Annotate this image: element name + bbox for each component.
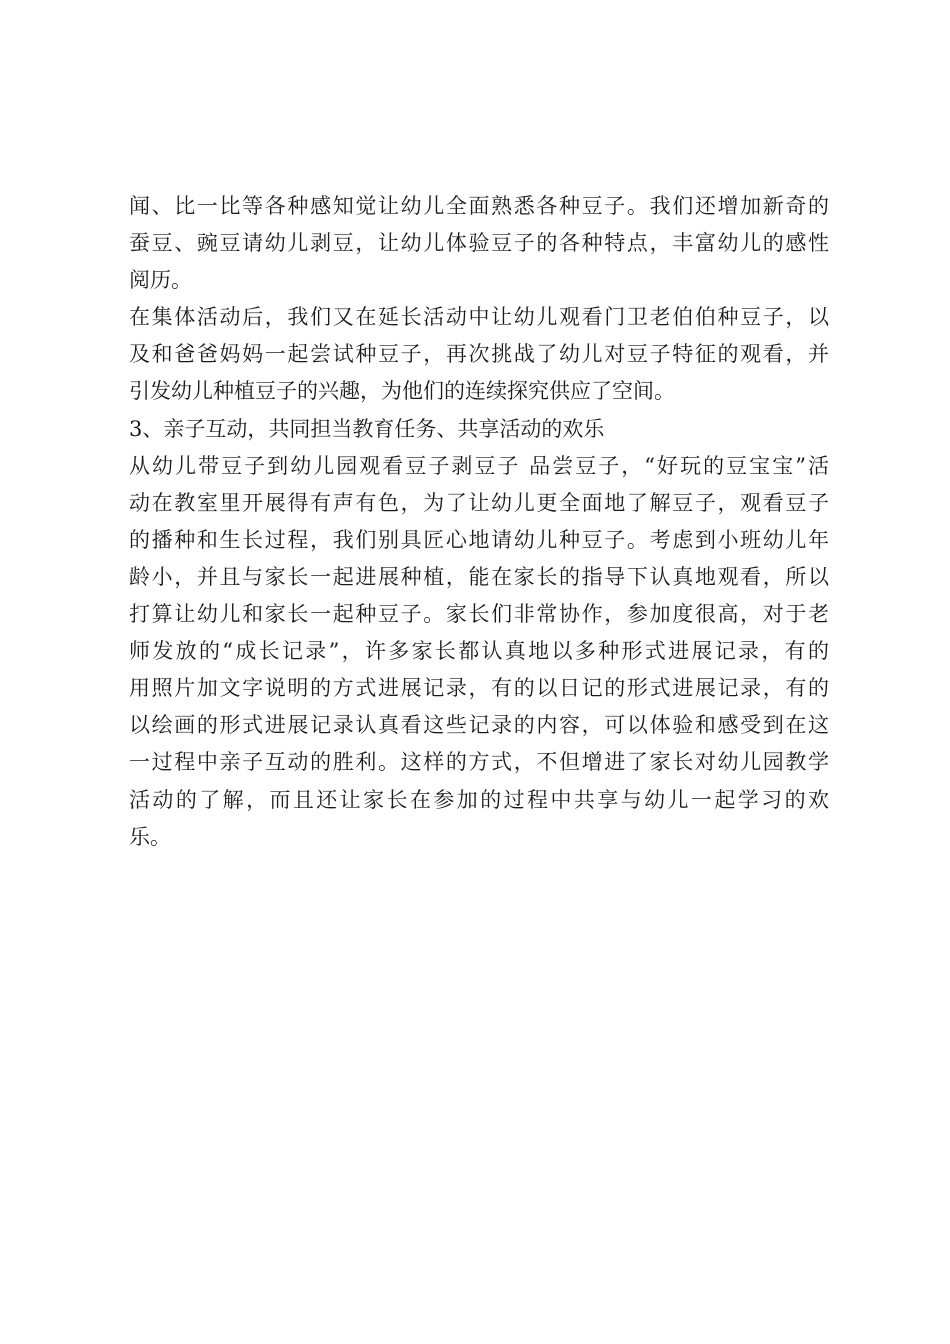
text-line: 闻、比一比等各种感知觉让幼儿全面熟悉各种豆子。我们还增加新奇的 <box>129 194 829 218</box>
text-line: 及和爸爸妈妈一起尝试种豆子，再次挑战了幼儿对豆子特征的观看，并 <box>129 342 829 367</box>
text-line: 在集体活动后，我们又在延长活动中让幼儿观看门卫老伯伯种豆子，以 <box>129 305 829 330</box>
section-heading: 3、亲子互动，共同担当教育任务、共享活动的欢乐 <box>129 416 605 441</box>
text-line: 用照片加文字说明的方式进展记录，有的以日记的形式进展记录，有的 <box>129 676 829 701</box>
body-text <box>129 188 829 856</box>
text-line: 龄小，并且与家长一起进展种植，能在家长的指导下认真地观看，所以 <box>129 564 829 589</box>
text-line: 以绘画的形式进展记录认真看这些记录的内容，可以体验和感受到在这 <box>129 713 829 738</box>
text-line: 一过程中亲子互动的胜利。这样的方式，不但增进了家长对幼儿园教学 <box>129 750 829 775</box>
text-line: 阅历。 <box>129 268 192 293</box>
text-line: 活动的了解，而且还让家长在参加的过程中共享与幼儿一起学习的欢 <box>129 787 829 812</box>
text-line: 蚕豆、豌豆请幼儿剥豆，让幼儿体验豆子的各种特点，丰富幼儿的感性 <box>129 231 829 256</box>
text-line: 引发幼儿种植豆子的兴趣，为他们的连续探究供应了空间。 <box>129 379 675 404</box>
text-line: 师发放的“成长记录”，许多家长都认真地以多种形式进展记录，有的 <box>129 639 829 664</box>
text-line: 的播种和生长过程，我们别具匠心地请幼儿种豆子。考虑到小班幼儿年 <box>129 527 829 552</box>
text-line: 打算让幼儿和家长一起种豆子。家长们非常协作，参加度很高，对于老 <box>129 602 829 627</box>
text-line: 动在教室里开展得有声有色，为了让幼儿更全面地了解豆子，观看豆子 <box>129 490 829 515</box>
text-line: 从幼儿带豆子到幼儿园观看豆子剥豆子 品尝豆子，“好玩的豆宝宝”活 <box>129 453 829 478</box>
text-line: 乐。 <box>129 824 171 849</box>
